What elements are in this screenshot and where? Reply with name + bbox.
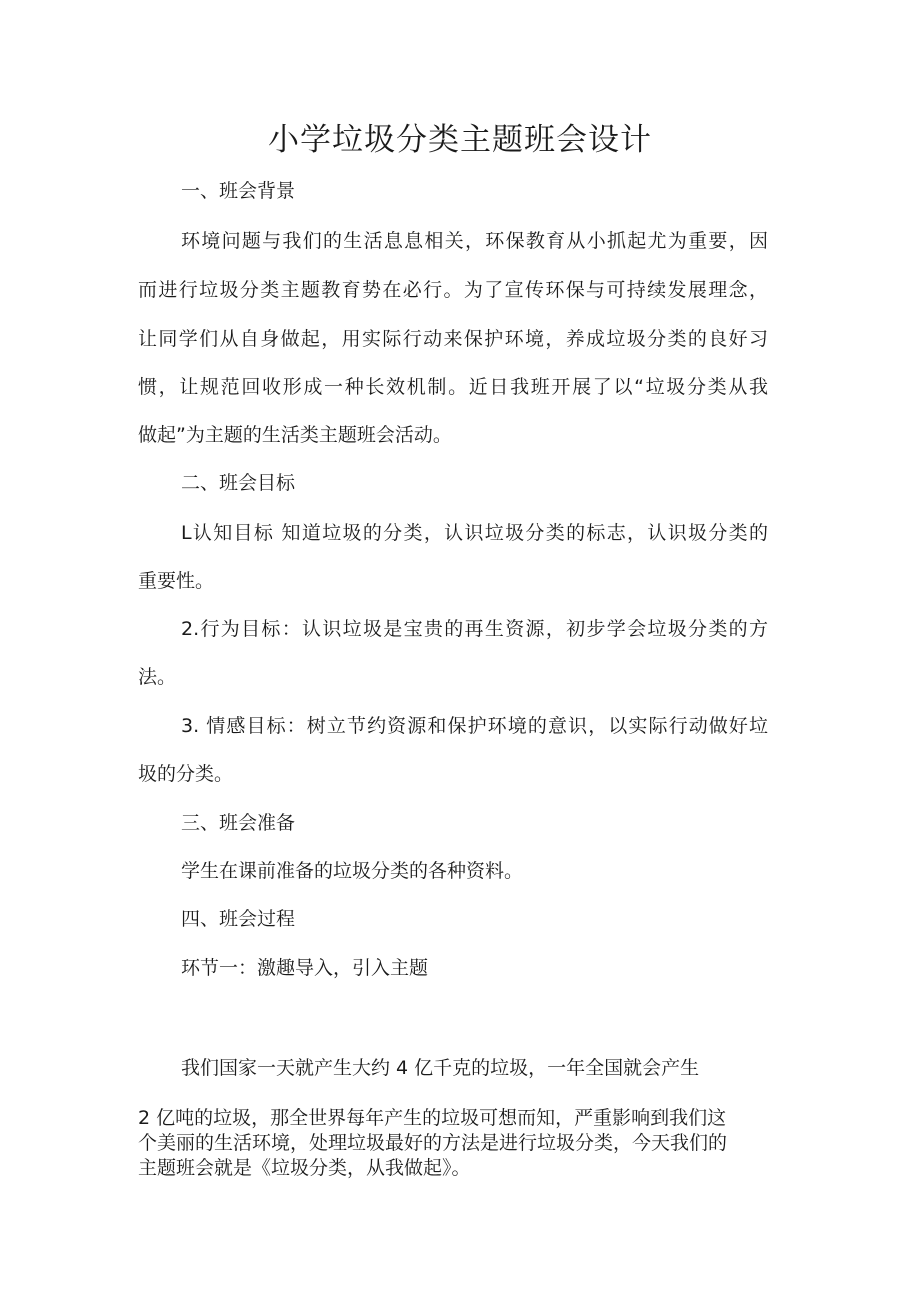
closing-line: 主题班会就是《垃圾分类，从我做起》。: [138, 1157, 471, 1179]
paragraph-line: 做起”为主题的生活类主题班会活动。: [138, 424, 452, 446]
section-heading-preparation: 三、班会准备: [181, 812, 296, 834]
paragraph-line: 让同学们从自身做起，用实际行动来保护环境，养成垃圾分类的良好习: [138, 328, 768, 350]
paragraph-line: 环境问题与我们的生活息息相关，环保教育从小抓起尤为重要，因: [181, 230, 768, 252]
goal-line: 圾的分类。: [138, 763, 234, 785]
paragraph-line: 而进行垃圾分类主题教育势在必行。为了宣传环保与可持续发展理念，: [138, 279, 768, 301]
goal-line: 2.行为目标：认识垃圾是宝贵的再生资源，初步学会垃圾分类的方: [181, 618, 768, 640]
goal-line: 重要性。: [138, 570, 215, 592]
document-title: 小学垃圾分类主题班会设计: [268, 122, 652, 158]
goal-line: 法。: [138, 666, 177, 688]
intro-line: 我们国家一天就产生大约 4 亿千克的垃圾，一年全国就会产生: [181, 1057, 700, 1079]
section-heading-background: 一、班会背景: [181, 180, 296, 202]
paragraph-line: 惯，让规范回收形成一种长效机制。近日我班开展了以“垃圾分类从我: [138, 376, 768, 398]
preparation-text: 学生在课前准备的垃圾分类的各种资料。: [181, 860, 524, 882]
goal-line: 3. 情感目标：树立节约资源和保护环境的意识，以实际行动做好垃: [181, 715, 768, 737]
step-heading: 环节一：激趣导入，引入主题: [181, 957, 429, 979]
closing-line: 个美丽的生活环境，处理垃圾最好的方法是进行垃圾分类，今天我们的: [138, 1132, 728, 1154]
section-heading-goals: 二、班会目标: [181, 472, 296, 494]
closing-line: 2 亿吨的垃圾，那全世界每年产生的垃圾可想而知，严重影响到我们这: [138, 1107, 727, 1129]
goal-line: L认知目标 知道垃圾的分类，认识垃圾分类的标志，认识圾分类的: [181, 522, 768, 544]
section-heading-process: 四、班会过程: [181, 908, 296, 930]
